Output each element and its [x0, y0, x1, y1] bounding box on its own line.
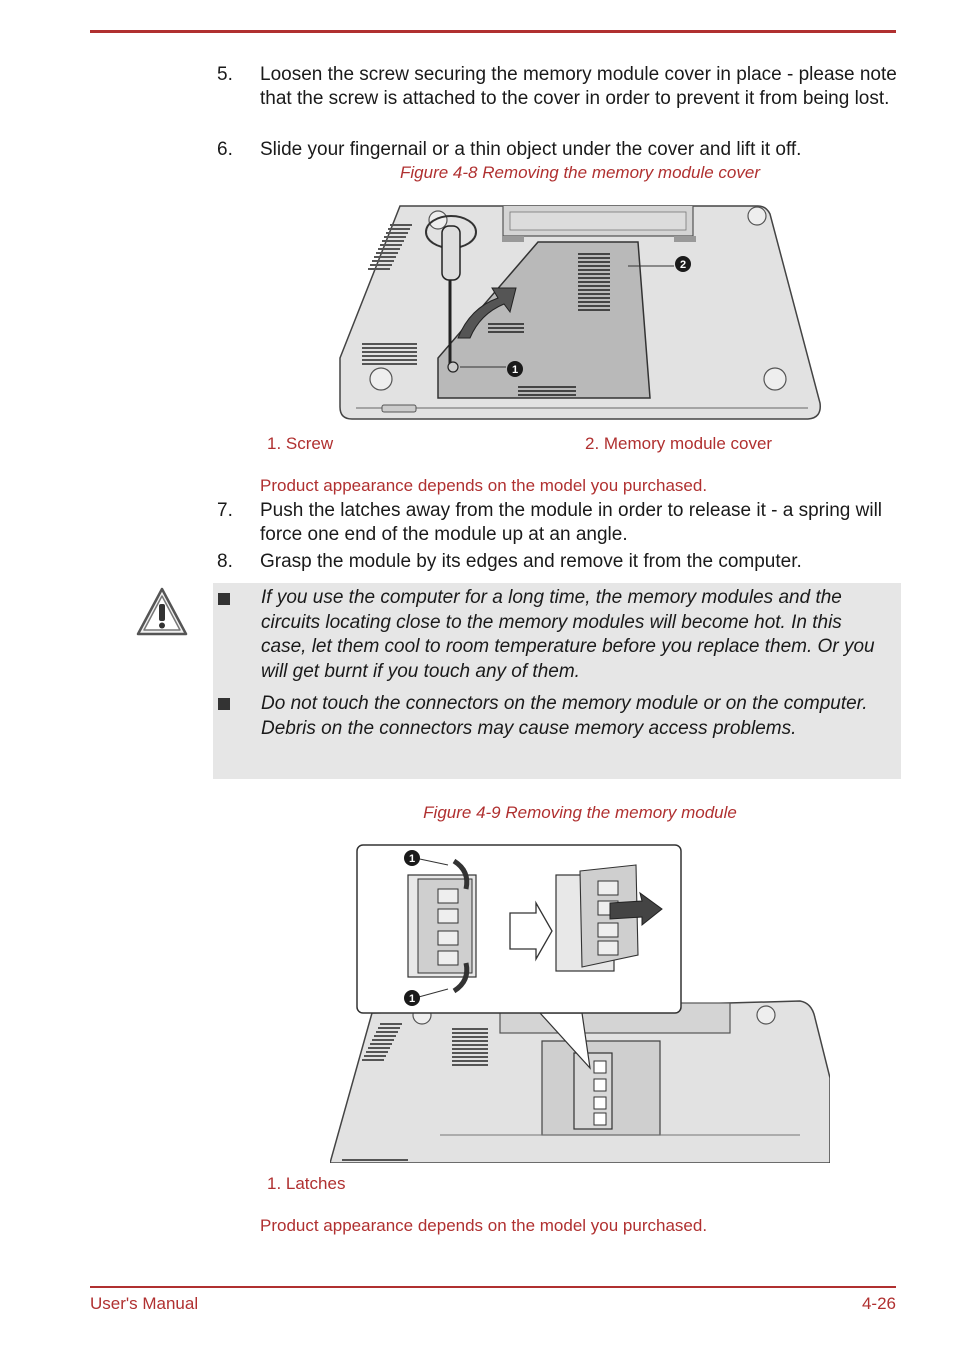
step-6: [217, 138, 897, 162]
appearance-note: Product appearance depends on the model you purchased.: [260, 1216, 708, 1235]
legend-item-screw: 1. Screw: [267, 434, 334, 453]
step-text: Push the latches away from the module in order to release it - a spring will force one end of the module up at an angle.: [260, 500, 883, 545]
legend-item-latches: 1. Latches: [267, 1174, 346, 1193]
callout-number: 1: [408, 853, 416, 865]
warning-box: [213, 583, 901, 779]
footer-rule: [90, 1286, 896, 1288]
callout-number: 1: [408, 993, 416, 1005]
memory-cover-illustration: [338, 198, 822, 422]
callout-marker: [673, 254, 693, 274]
step-number: 7.: [217, 500, 233, 521]
step-number: 5.: [217, 64, 233, 85]
step-text: Loosen the screw securing the memory module cover in place - please note that the screw is attached to the cover in order to prevent it from being lost.: [260, 64, 897, 109]
step-7: [217, 499, 897, 547]
step-text: Slide your fingernail or a thin object under the cover and lift it off.: [260, 139, 802, 160]
callout-number: 1: [511, 364, 519, 376]
legend-item-memory-cover: 2. Memory module cover: [585, 434, 773, 453]
step-number: 8.: [217, 551, 233, 572]
header-rule: [90, 30, 896, 33]
warning-item: If you use the computer for a long time, the memory modules and the circuits locating close to the memory modules will become hot. In this case, let them cool to room temperature before you replace them. Or you will get burnt if you touch any of them.: [261, 587, 875, 682]
callout-marker: [402, 848, 422, 868]
footer-manual-title: User's Manual: [90, 1294, 199, 1313]
step-5: [217, 63, 897, 135]
figure-caption: Figure 4-8 Removing the memory module cover: [400, 163, 760, 182]
step-text: Grasp the module by its edges and remove it from the computer.: [260, 551, 802, 572]
warning-triangle-icon: [136, 586, 188, 638]
bullet-square: [218, 593, 230, 605]
bullet-square: [218, 698, 230, 710]
appearance-note: Product appearance depends on the model you purchased.: [260, 476, 708, 495]
figure-caption: Figure 4-9 Removing the memory module: [423, 803, 737, 822]
callout-marker: [505, 359, 525, 379]
callout-marker: [402, 988, 422, 1008]
warning-item: Do not touch the connectors on the memory module or on the computer. Debris on the connectors may cause memory access problems.: [261, 693, 868, 739]
step-number: 6.: [217, 139, 233, 160]
step-8: [217, 550, 897, 574]
footer-page-number: 4-26: [861, 1294, 896, 1313]
callout-number: 2: [679, 259, 687, 271]
